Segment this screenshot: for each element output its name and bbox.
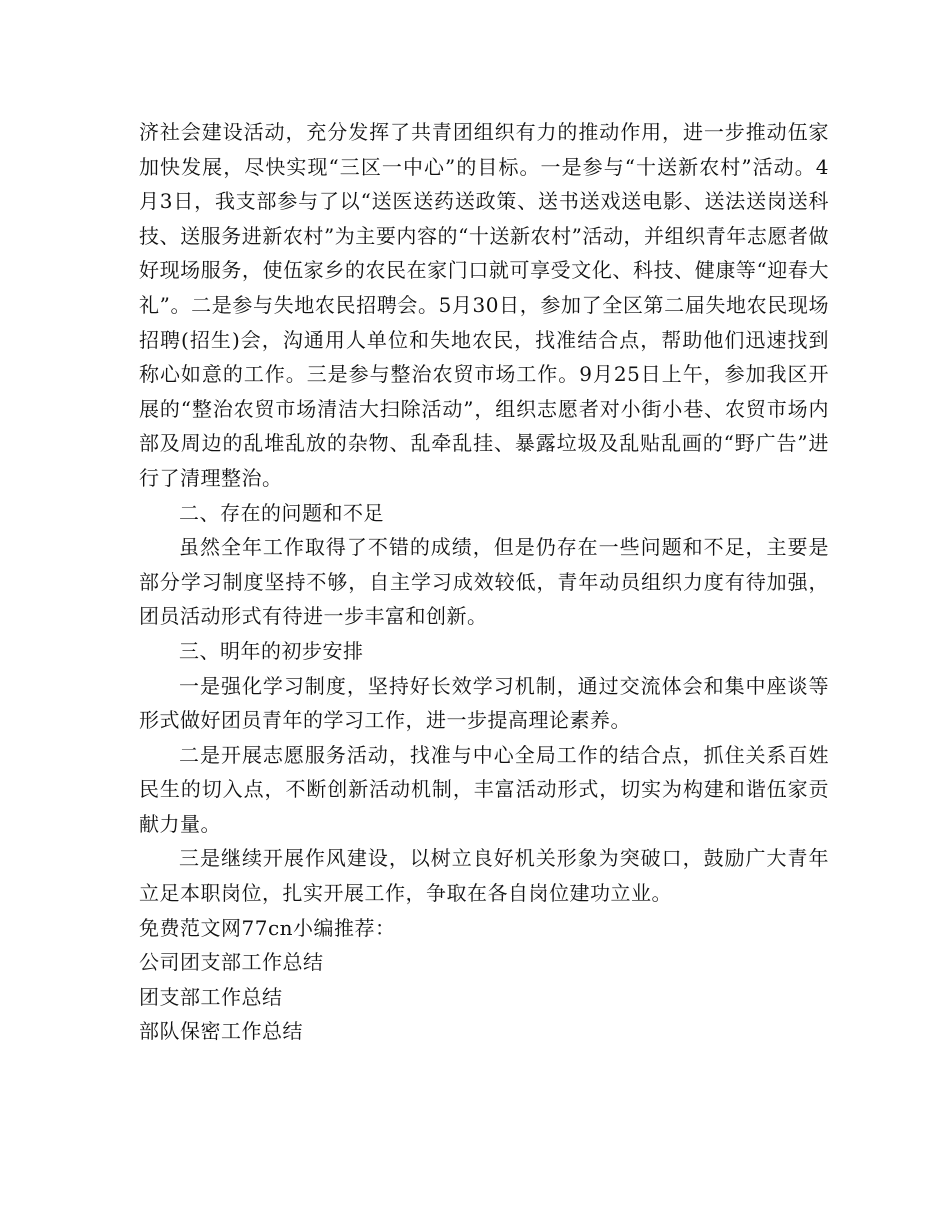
paragraph-plan-1: 一是强化学习制度，坚持好长效学习机制，通过交流体会和集中座谈等形式做好团员青年的学习工作，进一步提高理论素养。 (139, 673, 829, 733)
recommend-link-league-branch[interactable]: 团支部工作总结 (139, 984, 283, 1009)
document-body (139, 115, 829, 1049)
paragraph-plan-2: 二是开展志愿服务活动，找准与中心全局工作的结合点，抓住关系百姓民生的切入点，不断创新活动机制，丰富活动形式，切实为构建和谐伍家贡献力量。 (139, 742, 829, 836)
paragraph-activities: 济社会建设活动，充分发挥了共青团组织有力的推动作用，进一步推动伍家加快发展，尽快实现“三区一中心”的目标。一是参与“十送新农村”活动。4月3日，我支部参与了以“送医送药送政策、送书送戏送电影、送法送岗送科技、送服务进新农村”为主要内容的“十送新农村”活动，并组织青年志愿者做好现场服务，使伍家乡的农民在家门口就可享受文化、科技、健康等“迎春大礼”。二是参与失地农民招聘会。5月30日，参加了全区第二届失地农民现场招聘(招生)会，沟通用人单位和失地农民，找准结合点，帮助他们迅速找到称心如意的工作。三是参与整治农贸市场工作。9月25日上午，参加我区开展的“整治农贸市场清洁大扫除活动”，组织志愿者对小街小巷、农贸市场内部及周边的乱堆乱放的杂物、乱牵乱挂、暴露垃圾及乱贴乱画的“野广告”进行了清理整治。 (139, 120, 829, 490)
recommend-link-army-security[interactable]: 部队保密工作总结 (139, 1019, 303, 1044)
paragraph-plan-3: 三是继续开展作风建设，以树立良好机关形象为突破口，鼓励广大青年立足本职岗位，扎实开展工作，争取在各自岗位建功立业。 (139, 846, 829, 906)
recommend-heading: 免费范文网77cn小编推荐： (139, 915, 396, 940)
paragraph-problems: 虽然全年工作取得了不错的成绩，但是仍存在一些问题和不足，主要是部分学习制度坚持不够，自主学习成效较低，青年动员组织力度有待加强，团员活动形式有待进一步丰富和创新。 (139, 535, 829, 629)
section-heading-plans: 三、明年的初步安排 (179, 638, 364, 663)
recommend-link-company-league-branch[interactable]: 公司团支部工作总结 (139, 950, 324, 975)
section-heading-problems: 二、存在的问题和不足 (179, 500, 384, 525)
